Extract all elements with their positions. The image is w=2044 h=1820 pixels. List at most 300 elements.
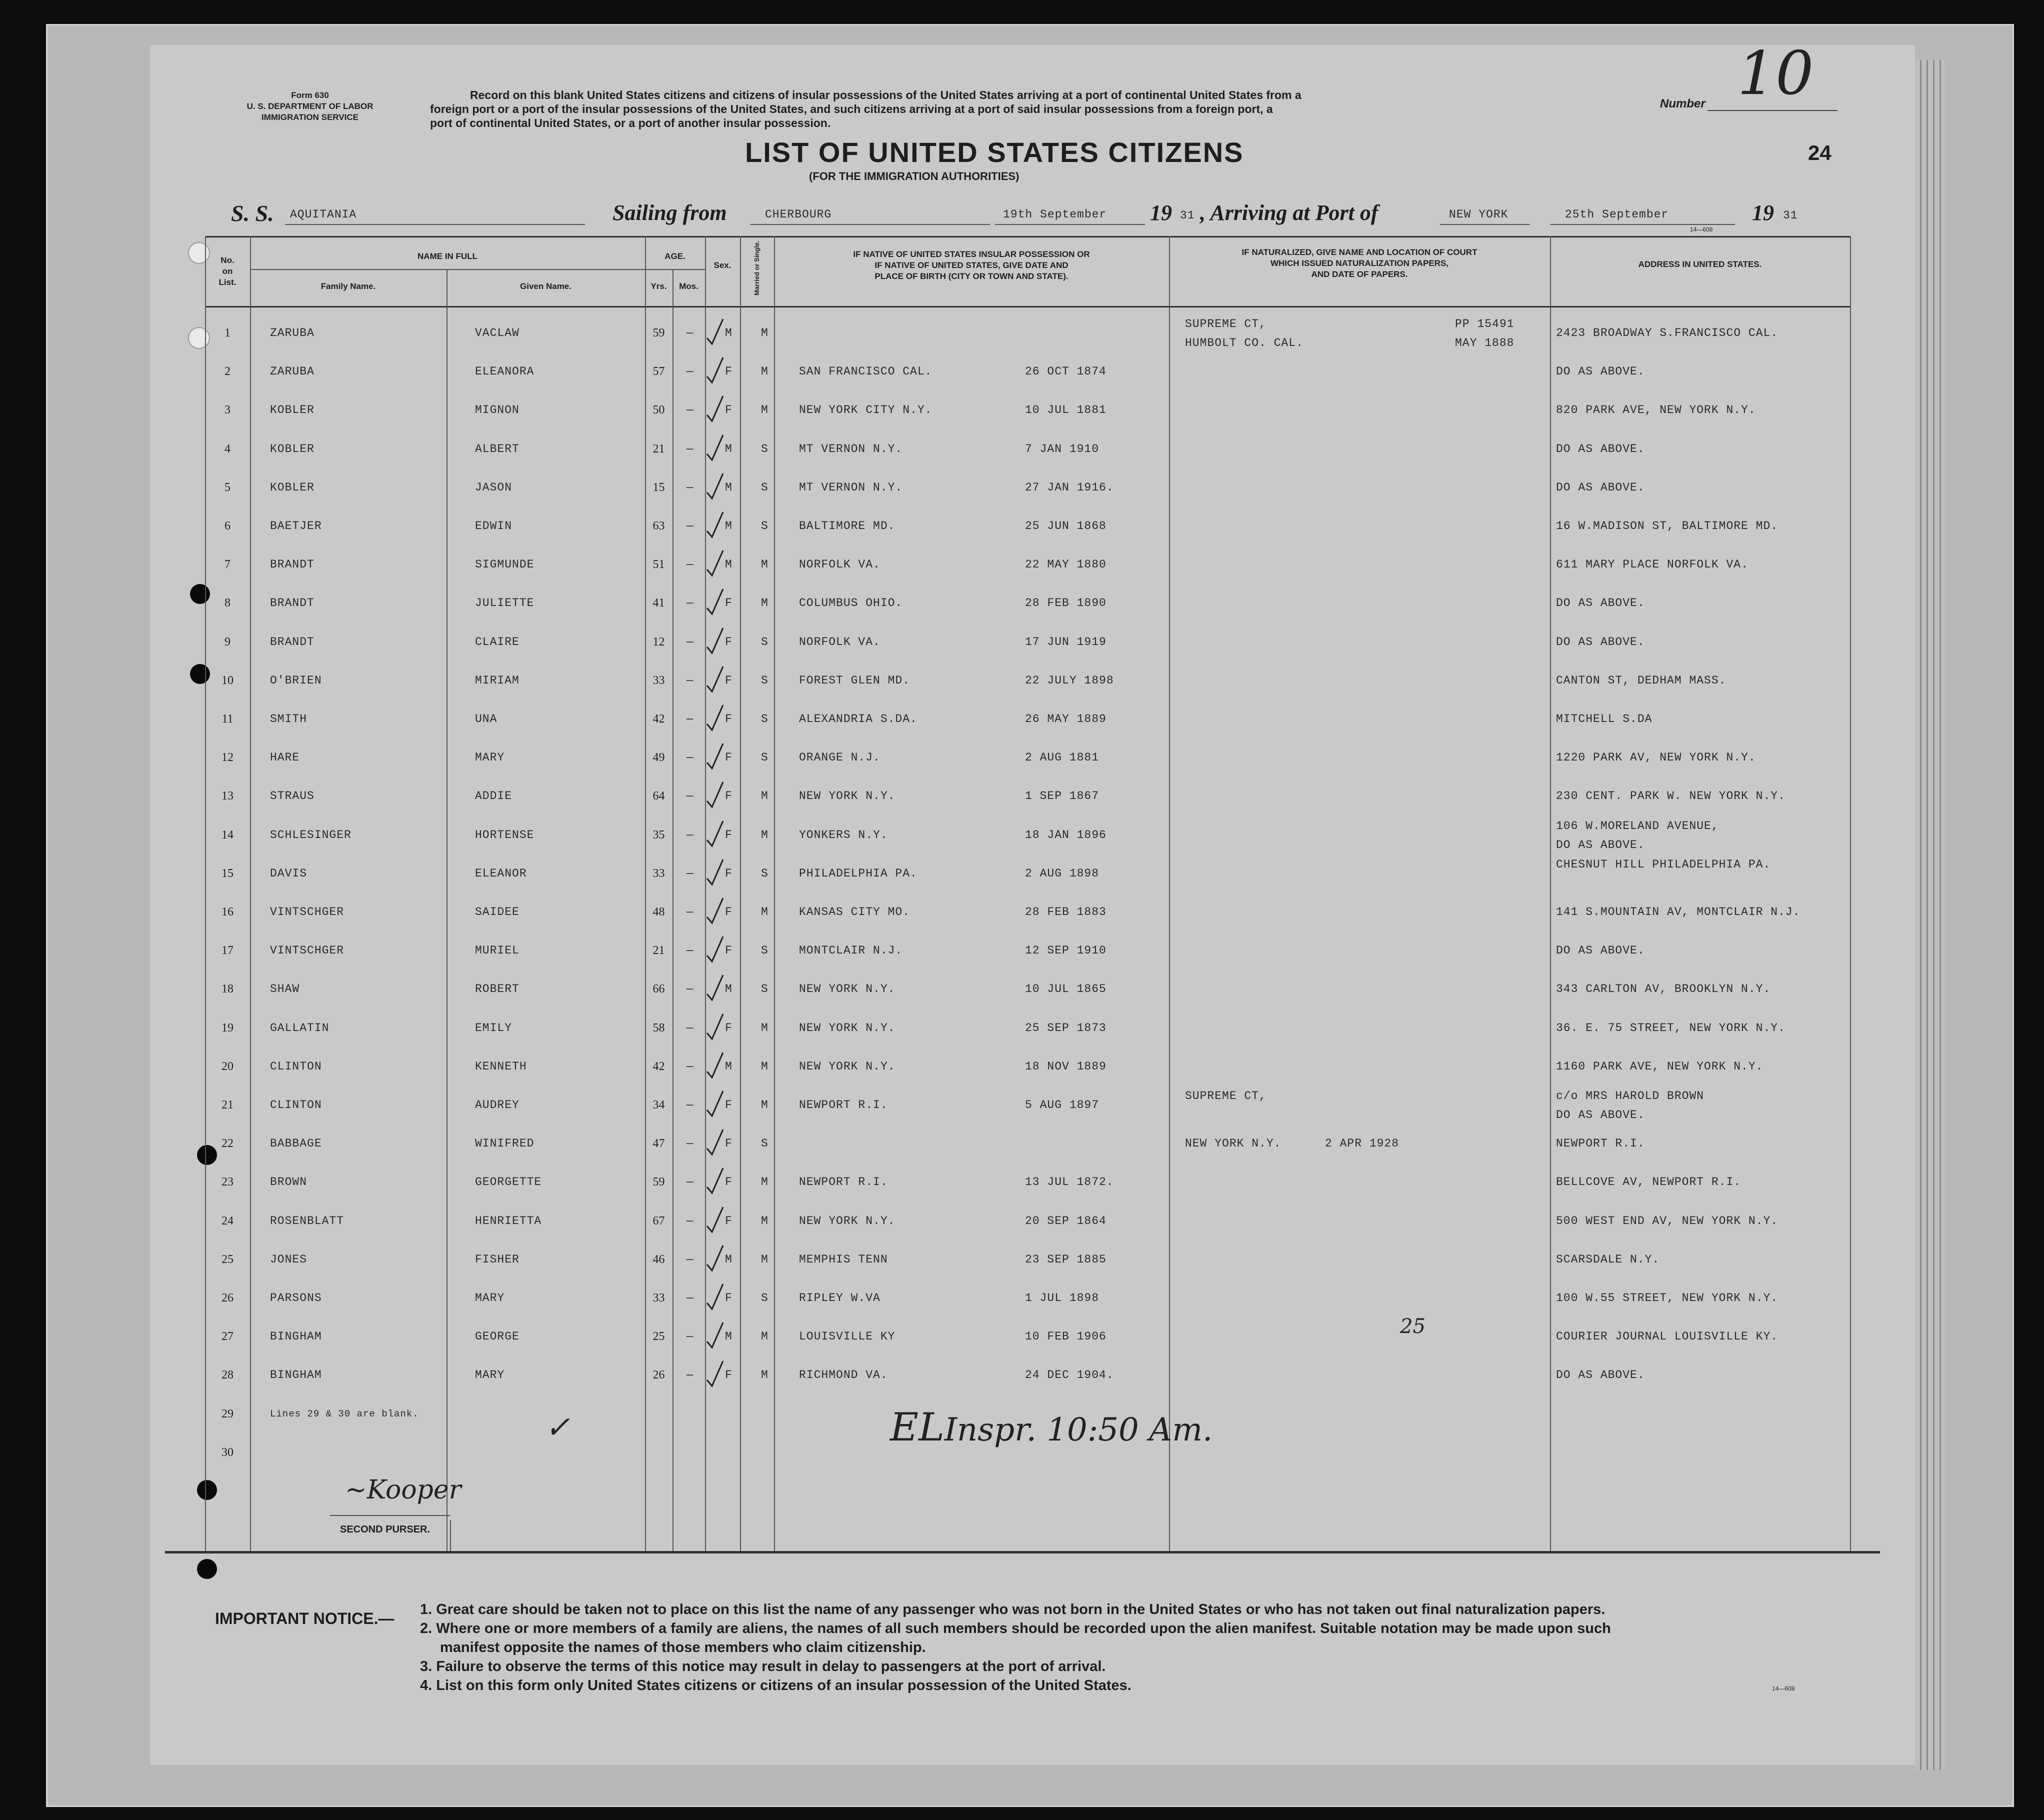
given-name: UNA <box>475 712 498 726</box>
marital-status: S <box>761 442 768 456</box>
us-address: 16 W.MADISON ST, BALTIMORE MD. <box>1556 520 1778 532</box>
age-months: — <box>686 404 694 417</box>
col-header-no <box>206 255 249 288</box>
age-months: — <box>686 558 694 572</box>
check-tick <box>705 1359 725 1389</box>
row-number: 17 <box>222 944 234 958</box>
family-name: JONES <box>270 1252 308 1266</box>
family-name: GALLATIN <box>270 1021 330 1034</box>
row-number: 21 <box>222 1098 234 1112</box>
age-months: — <box>686 1098 694 1112</box>
birth-place: MEMPHIS TENN <box>799 1252 888 1266</box>
birth-place: NEWPORT R.I. <box>799 1098 888 1112</box>
check-tick <box>705 1166 725 1196</box>
row-number: 10 <box>222 674 234 687</box>
age-years: 49 <box>652 751 665 764</box>
given-name: ELEANORA <box>475 365 534 378</box>
age-months: — <box>686 635 694 648</box>
row-number: 24 <box>222 1214 234 1228</box>
sex: F <box>725 1021 732 1034</box>
birth-date: 25 SEP 1873 <box>1025 1021 1106 1034</box>
given-name: MARY <box>475 1368 505 1382</box>
given-name: GEORGETTE <box>475 1176 542 1189</box>
table-row <box>205 1086 1850 1124</box>
table-row <box>205 584 1850 622</box>
age-years: 57 <box>652 365 665 378</box>
table-row <box>205 816 1850 854</box>
us-address-line: c/o MRS HAROLD BROWN <box>1556 1090 1704 1102</box>
row-number: 8 <box>224 596 230 610</box>
birth-place: NEW YORK N.Y. <box>799 982 896 996</box>
notice-label: IMPORTANT NOTICE.— <box>215 1610 394 1628</box>
notice-item: 1. Great care should be taken not to place on this list the name of any passenger who was not born in the United States or who has not taken out final naturalization papers. <box>420 1602 1606 1618</box>
punch-hole <box>197 1559 217 1579</box>
us-address: CANTON ST, DEDHAM MASS. <box>1556 674 1726 687</box>
us-address: SCARSDALE N.Y. <box>1556 1252 1660 1266</box>
birth-place: MONTCLAIR N.J. <box>799 944 903 958</box>
sex: F <box>725 906 732 918</box>
birth-place: NEW YORK N.Y. <box>799 1060 896 1073</box>
age-years: 26 <box>652 1368 665 1382</box>
us-address: 1220 PARK AV, NEW YORK N.Y. <box>1556 751 1756 764</box>
arrival-year: 31 <box>1783 209 1798 222</box>
us-address: 1160 PARK AVE, NEW YORK N.Y. <box>1556 1060 1764 1073</box>
row-number: 19 <box>222 1021 234 1034</box>
age-years: 50 <box>652 404 665 417</box>
birth-place: NEWPORT R.I. <box>799 1176 888 1189</box>
margin-mark: 25 <box>1400 1315 1426 1338</box>
table-row <box>205 777 1850 815</box>
check-tick <box>705 626 725 656</box>
table-row <box>205 391 1850 429</box>
age-months: — <box>686 1021 694 1034</box>
us-address: DO AS ABOVE. <box>1556 1368 1645 1382</box>
family-name: CLINTON <box>270 1060 322 1073</box>
check-tick <box>705 819 725 849</box>
us-address: 141 S.MOUNTAIN AV, MONTCLAIR N.J. <box>1556 906 1800 918</box>
col-header-name: NAME IN FULL <box>418 252 478 261</box>
check-tick <box>705 703 725 733</box>
col-header-birthplace <box>774 249 1169 282</box>
birth-place: NEW YORK N.Y. <box>799 790 896 803</box>
age-months: — <box>686 828 694 842</box>
given-name: MARY <box>475 1292 505 1304</box>
row-number: 29 <box>222 1407 234 1420</box>
given-name: MARY <box>475 751 505 764</box>
sex: F <box>725 866 732 880</box>
table-row <box>205 314 1850 352</box>
us-address: BELLCOVE AV, NEWPORT R.I. <box>1556 1176 1742 1189</box>
us-address: DO AS ABOVE. <box>1556 596 1645 610</box>
given-name: ROBERT <box>475 982 520 996</box>
sex: F <box>725 828 732 842</box>
header-text: IF NATIVE OF UNITED STATES INSULAR POSSESSION OR <box>853 250 1090 259</box>
row-number: 2 <box>224 365 230 378</box>
check-tick <box>705 394 725 424</box>
given-name: JASON <box>475 480 512 494</box>
birth-place: MT VERNON N.Y. <box>799 480 903 494</box>
age-years: 66 <box>652 982 665 996</box>
age-months: — <box>686 906 694 918</box>
marital-status: S <box>761 520 768 532</box>
given-name: KENNETH <box>475 1060 527 1073</box>
marital-status: S <box>761 866 768 880</box>
row-number: 23 <box>222 1176 234 1189</box>
inspector-note: Inspr. 10:50 Am. <box>944 1412 1213 1448</box>
age-years: 46 <box>652 1252 665 1266</box>
age-months: — <box>686 365 694 378</box>
table-row <box>205 738 1850 776</box>
sex: F <box>725 1214 732 1228</box>
age-months: — <box>686 866 694 880</box>
table-row <box>205 1163 1850 1201</box>
age-years: 67 <box>652 1214 665 1228</box>
birth-place: LOUISVILLE KY <box>799 1330 896 1344</box>
row-number: 20 <box>222 1060 234 1073</box>
check-tick <box>705 1205 725 1235</box>
notice-item: 4. List on this form only United States citizens or citizens of an insular possession of the United States. <box>420 1678 1132 1694</box>
marital-status: S <box>761 635 768 648</box>
naturalization-court: SUPREME CT, <box>1185 1090 1266 1102</box>
birth-date: 20 SEP 1864 <box>1025 1214 1106 1228</box>
family-name: DAVIS <box>270 866 308 880</box>
arriving-label: , Arriving at Port of <box>1200 200 1378 225</box>
row-number: 22 <box>222 1137 234 1150</box>
us-address: MITCHELL S.DA <box>1556 712 1652 726</box>
age-years: 21 <box>652 442 665 456</box>
stacked-page-edges <box>1915 60 1945 1770</box>
age-years: 64 <box>652 790 665 803</box>
sex: F <box>725 596 732 610</box>
given-name: EMILY <box>475 1021 512 1034</box>
notice-list <box>420 1600 1611 1695</box>
row-number: 13 <box>222 790 234 803</box>
table-row <box>205 1202 1850 1240</box>
row-number: 28 <box>222 1368 234 1382</box>
naturalization-court-location: HUMBOLT CO. CAL. <box>1185 336 1304 350</box>
check-tick <box>705 858 725 888</box>
age-years: 25 <box>652 1330 665 1344</box>
table-row <box>205 468 1850 506</box>
birth-date: 1 SEP 1867 <box>1025 790 1100 803</box>
header-text: IF NATIVE OF UNITED STATES, GIVE DATE AND <box>874 260 1068 270</box>
check-tick <box>705 973 725 1003</box>
table-row <box>205 1240 1850 1278</box>
table-row <box>205 662 1850 700</box>
punch-hole <box>197 1480 217 1500</box>
naturalization-court: NEW YORK N.Y. <box>1185 1137 1282 1150</box>
family-name: BRANDT <box>270 558 314 572</box>
given-name: ADDIE <box>475 790 512 803</box>
header-text: PLACE OF BIRTH (CITY OR TOWN AND STATE). <box>874 272 1068 281</box>
family-name: BROWN <box>270 1176 308 1189</box>
birth-date: 10 JUL 1865 <box>1025 982 1106 996</box>
check-tick <box>705 1244 725 1274</box>
arrival-date-underline <box>1550 224 1735 225</box>
marital-status: M <box>761 596 768 610</box>
age-months: — <box>686 480 694 494</box>
family-name: SHAW <box>270 982 300 996</box>
purser-label: SECOND PURSER. <box>340 1524 430 1535</box>
col-header-yrs: Yrs. <box>650 282 667 291</box>
col-header-family: Family Name. <box>320 282 376 291</box>
family-name: Lines 29 & 30 are blank. <box>270 1408 419 1420</box>
us-address: 611 MARY PLACE NORFOLK VA. <box>1556 558 1748 572</box>
instruction-line: Record on this blank United States citizens and citizens of insular possessions of the United States arriving at a port of continental United States from a <box>470 88 1302 102</box>
birth-date: 22 JULY 1898 <box>1025 674 1114 687</box>
birth-place: COLUMBUS OHIO. <box>799 596 903 610</box>
table-row <box>205 430 1850 468</box>
ship-name: AQUITANIA <box>290 208 357 221</box>
check-tick <box>705 317 725 347</box>
birth-date: 22 MAY 1880 <box>1025 558 1106 572</box>
sex: F <box>725 404 732 417</box>
table-row <box>205 893 1850 931</box>
arrival-port: NEW YORK <box>1449 208 1508 221</box>
form-number: Form 630 <box>291 90 329 100</box>
sex: M <box>725 982 732 996</box>
birth-date: 28 FEB 1883 <box>1025 906 1106 918</box>
family-name: BABBAGE <box>270 1137 322 1150</box>
col-header-married: Married or Single. <box>753 240 760 296</box>
table-row <box>205 1048 1850 1086</box>
given-name: SIGMUNDE <box>475 558 534 572</box>
age-months: — <box>686 1368 694 1382</box>
port-underline <box>750 224 990 225</box>
birth-date: 26 MAY 1889 <box>1025 712 1106 726</box>
sex: F <box>725 1137 732 1150</box>
purser-line <box>330 1515 450 1516</box>
given-name: EDWIN <box>475 520 512 532</box>
table-header-rule <box>205 306 1850 308</box>
row-number: 7 <box>224 558 230 572</box>
age-years: 41 <box>652 596 665 610</box>
marital-status: M <box>761 1368 768 1382</box>
birth-place: RICHMOND VA. <box>799 1368 888 1382</box>
birth-place: MT VERNON N.Y. <box>799 442 903 456</box>
purser-box-rule <box>450 1520 451 1551</box>
col-header-address: ADDRESS IN UNITED STATES. <box>1638 260 1762 269</box>
given-name: WINIFRED <box>475 1137 534 1150</box>
sex: M <box>725 1330 732 1344</box>
marital-status: M <box>761 1330 768 1344</box>
us-address: 36. E. 75 STREET, NEW YORK N.Y. <box>1556 1021 1786 1034</box>
marital-status: M <box>761 365 768 378</box>
check-tick <box>705 510 725 540</box>
header-text: List. <box>218 278 236 287</box>
birth-date: 2 AUG 1881 <box>1025 751 1100 764</box>
family-name: BRANDT <box>270 635 314 648</box>
header-text: IF NATURALIZED, GIVE NAME AND LOCATION OF COURT <box>1242 248 1478 257</box>
marital-status: S <box>761 712 768 726</box>
age-months: — <box>686 442 694 456</box>
age-months: — <box>686 1060 694 1073</box>
birth-place: YONKERS N.Y. <box>799 828 888 842</box>
footer-code: 14—608 <box>1772 1685 1795 1692</box>
row-number: 15 <box>222 866 234 880</box>
birth-place: NEW YORK N.Y. <box>799 1214 896 1228</box>
marital-status: M <box>761 828 768 842</box>
table-row <box>205 546 1850 584</box>
form-id-block <box>235 90 385 123</box>
check-tick <box>705 587 725 617</box>
table-row <box>205 623 1850 661</box>
header-text: No. <box>220 256 234 265</box>
birth-date: 2 AUG 1898 <box>1025 866 1100 880</box>
sex: F <box>725 365 732 378</box>
page-subtitle: (FOR THE IMMIGRATION AUTHORITIES) <box>809 170 1020 182</box>
naturalization-date: MAY 1888 <box>1455 336 1514 350</box>
age-months: — <box>686 520 694 532</box>
table-bottom-rule <box>165 1551 1880 1554</box>
us-address: DO AS ABOVE. <box>1556 365 1645 378</box>
row-number: 30 <box>222 1446 234 1459</box>
marital-status: M <box>761 1021 768 1034</box>
notice-item: 3. Failure to observe the terms of this notice may result in delay to passengers at the port of arrival. <box>420 1658 1106 1674</box>
birth-date: 18 NOV 1889 <box>1025 1060 1106 1073</box>
sailing-date: 19th September <box>1003 208 1107 221</box>
age-months: — <box>686 1176 694 1189</box>
age-years: 59 <box>652 326 665 340</box>
age-years: 34 <box>652 1098 665 1112</box>
given-name: VACLAW <box>475 326 520 340</box>
naturalization-court: SUPREME CT, <box>1185 318 1266 330</box>
check-tick <box>705 1128 725 1158</box>
table-row <box>205 507 1850 545</box>
row-number: 25 <box>222 1252 234 1266</box>
inspector-initials: EL <box>890 1405 944 1450</box>
sex: M <box>725 520 732 532</box>
marital-status: S <box>761 1137 768 1150</box>
check-tick <box>705 548 725 578</box>
age-months: — <box>686 1330 694 1344</box>
date-underline <box>995 224 1145 225</box>
department-name: U. S. DEPARTMENT OF LABOR <box>246 102 374 111</box>
table-row <box>205 1124 1850 1162</box>
row-number: 12 <box>222 751 234 764</box>
check-tick <box>705 1012 725 1042</box>
given-name: FISHER <box>475 1252 520 1266</box>
us-address: DO AS ABOVE. <box>1556 838 1645 852</box>
age-years: 47 <box>652 1137 665 1150</box>
sailing-port: CHERBOURG <box>765 208 832 221</box>
birth-date: 26 OCT 1874 <box>1025 365 1106 378</box>
birth-place: NORFOLK VA. <box>799 635 880 648</box>
marital-status: S <box>761 480 768 494</box>
birth-date: 10 JUL 1881 <box>1025 404 1106 417</box>
table-row <box>205 1356 1850 1394</box>
birth-place: KANSAS CITY MO. <box>799 906 910 918</box>
us-address: NEWPORT R.I. <box>1556 1137 1645 1150</box>
us-address: 820 PARK AVE, NEW YORK N.Y. <box>1556 404 1756 417</box>
check-tick <box>705 1320 725 1350</box>
family-name: HARE <box>270 751 300 764</box>
service-name: IMMIGRATION SERVICE <box>262 112 358 122</box>
check-tick <box>705 356 725 386</box>
age-years: 42 <box>652 1060 665 1073</box>
instruction-line: port of continental United States, or a port of another insular possession. <box>430 116 831 130</box>
age-years: 33 <box>652 866 665 880</box>
birth-place: SAN FRANCISCO CAL. <box>799 365 932 378</box>
table-top-rule <box>205 236 1850 238</box>
family-name: SCHLESINGER <box>270 828 352 842</box>
col-header-age: AGE. <box>664 252 686 261</box>
table-row <box>205 932 1850 970</box>
birth-date: 7 JAN 1910 <box>1025 442 1100 456</box>
col-header-given: Given Name. <box>520 282 572 291</box>
age-months: — <box>686 674 694 687</box>
given-name: HORTENSE <box>475 828 534 842</box>
header-text: AND DATE OF PAPERS. <box>1311 270 1408 279</box>
age-years: 59 <box>652 1176 665 1189</box>
family-name: PARSONS <box>270 1292 322 1304</box>
arrival-date: 25th September <box>1565 208 1669 221</box>
row-number: 16 <box>222 906 234 918</box>
row-number: 4 <box>224 442 230 456</box>
birth-date: 1 JUL 1898 <box>1025 1292 1100 1304</box>
sex: M <box>725 558 732 572</box>
age-months: — <box>686 982 694 996</box>
family-name: O'BRIEN <box>270 674 322 687</box>
family-name: KOBLER <box>270 442 314 456</box>
age-years: 15 <box>652 480 665 494</box>
marital-status: S <box>761 751 768 764</box>
us-address: 2423 BROADWAY S.FRANCISCO CAL. <box>1556 326 1778 340</box>
birth-date: 17 JUN 1919 <box>1025 635 1106 648</box>
family-name: KOBLER <box>270 404 314 417</box>
birth-date: 10 FEB 1906 <box>1025 1330 1106 1344</box>
row-number: 3 <box>224 404 230 417</box>
birth-date: 18 JAN 1896 <box>1025 828 1106 842</box>
us-address: CHESNUT HILL PHILADELPHIA PA. <box>1556 858 1771 871</box>
us-address: 500 WEST END AV, NEW YORK N.Y. <box>1556 1214 1778 1228</box>
us-address: 230 CENT. PARK W. NEW YORK N.Y. <box>1556 790 1786 803</box>
check-tick <box>705 742 725 772</box>
birth-place: NEW YORK N.Y. <box>799 1021 896 1034</box>
given-name: AUDREY <box>475 1098 520 1112</box>
age-years: 33 <box>652 1292 665 1304</box>
birth-place: ALEXANDRIA S.DA. <box>799 712 918 726</box>
arrival-year-prefix: 19 <box>1752 200 1774 225</box>
given-name: JULIETTE <box>475 596 534 610</box>
age-months: — <box>686 1214 694 1228</box>
marital-status: S <box>761 982 768 996</box>
age-months: — <box>686 751 694 764</box>
naturalization-paper: PP 15491 <box>1455 318 1514 330</box>
check-tick <box>705 1089 725 1119</box>
check-tick <box>705 780 725 810</box>
birth-place: NORFOLK VA. <box>799 558 880 572</box>
sailing-year: 31 <box>1180 209 1195 222</box>
birth-date: 12 SEP 1910 <box>1025 944 1106 958</box>
pencil-mark: ✓ <box>545 1410 570 1445</box>
age-years: 58 <box>652 1021 665 1034</box>
inspector-signature <box>890 1405 1212 1450</box>
row-number: 11 <box>222 712 234 726</box>
age-months: — <box>686 944 694 958</box>
given-name: MIGNON <box>475 404 520 417</box>
us-address: 100 W.55 STREET, NEW YORK N.Y. <box>1556 1292 1778 1304</box>
manifest-number: 10 <box>1737 39 1814 108</box>
table-row <box>205 1009 1850 1047</box>
table-row <box>205 970 1850 1008</box>
us-address-line: 106 W.MORELAND AVENUE, <box>1556 819 1719 832</box>
sex: F <box>725 1176 732 1189</box>
arrival-port-underline <box>1440 224 1530 225</box>
family-name: BRANDT <box>270 596 314 610</box>
us-address: 343 CARLTON AV, BROOKLYN N.Y. <box>1556 982 1771 996</box>
sex: F <box>725 635 732 648</box>
